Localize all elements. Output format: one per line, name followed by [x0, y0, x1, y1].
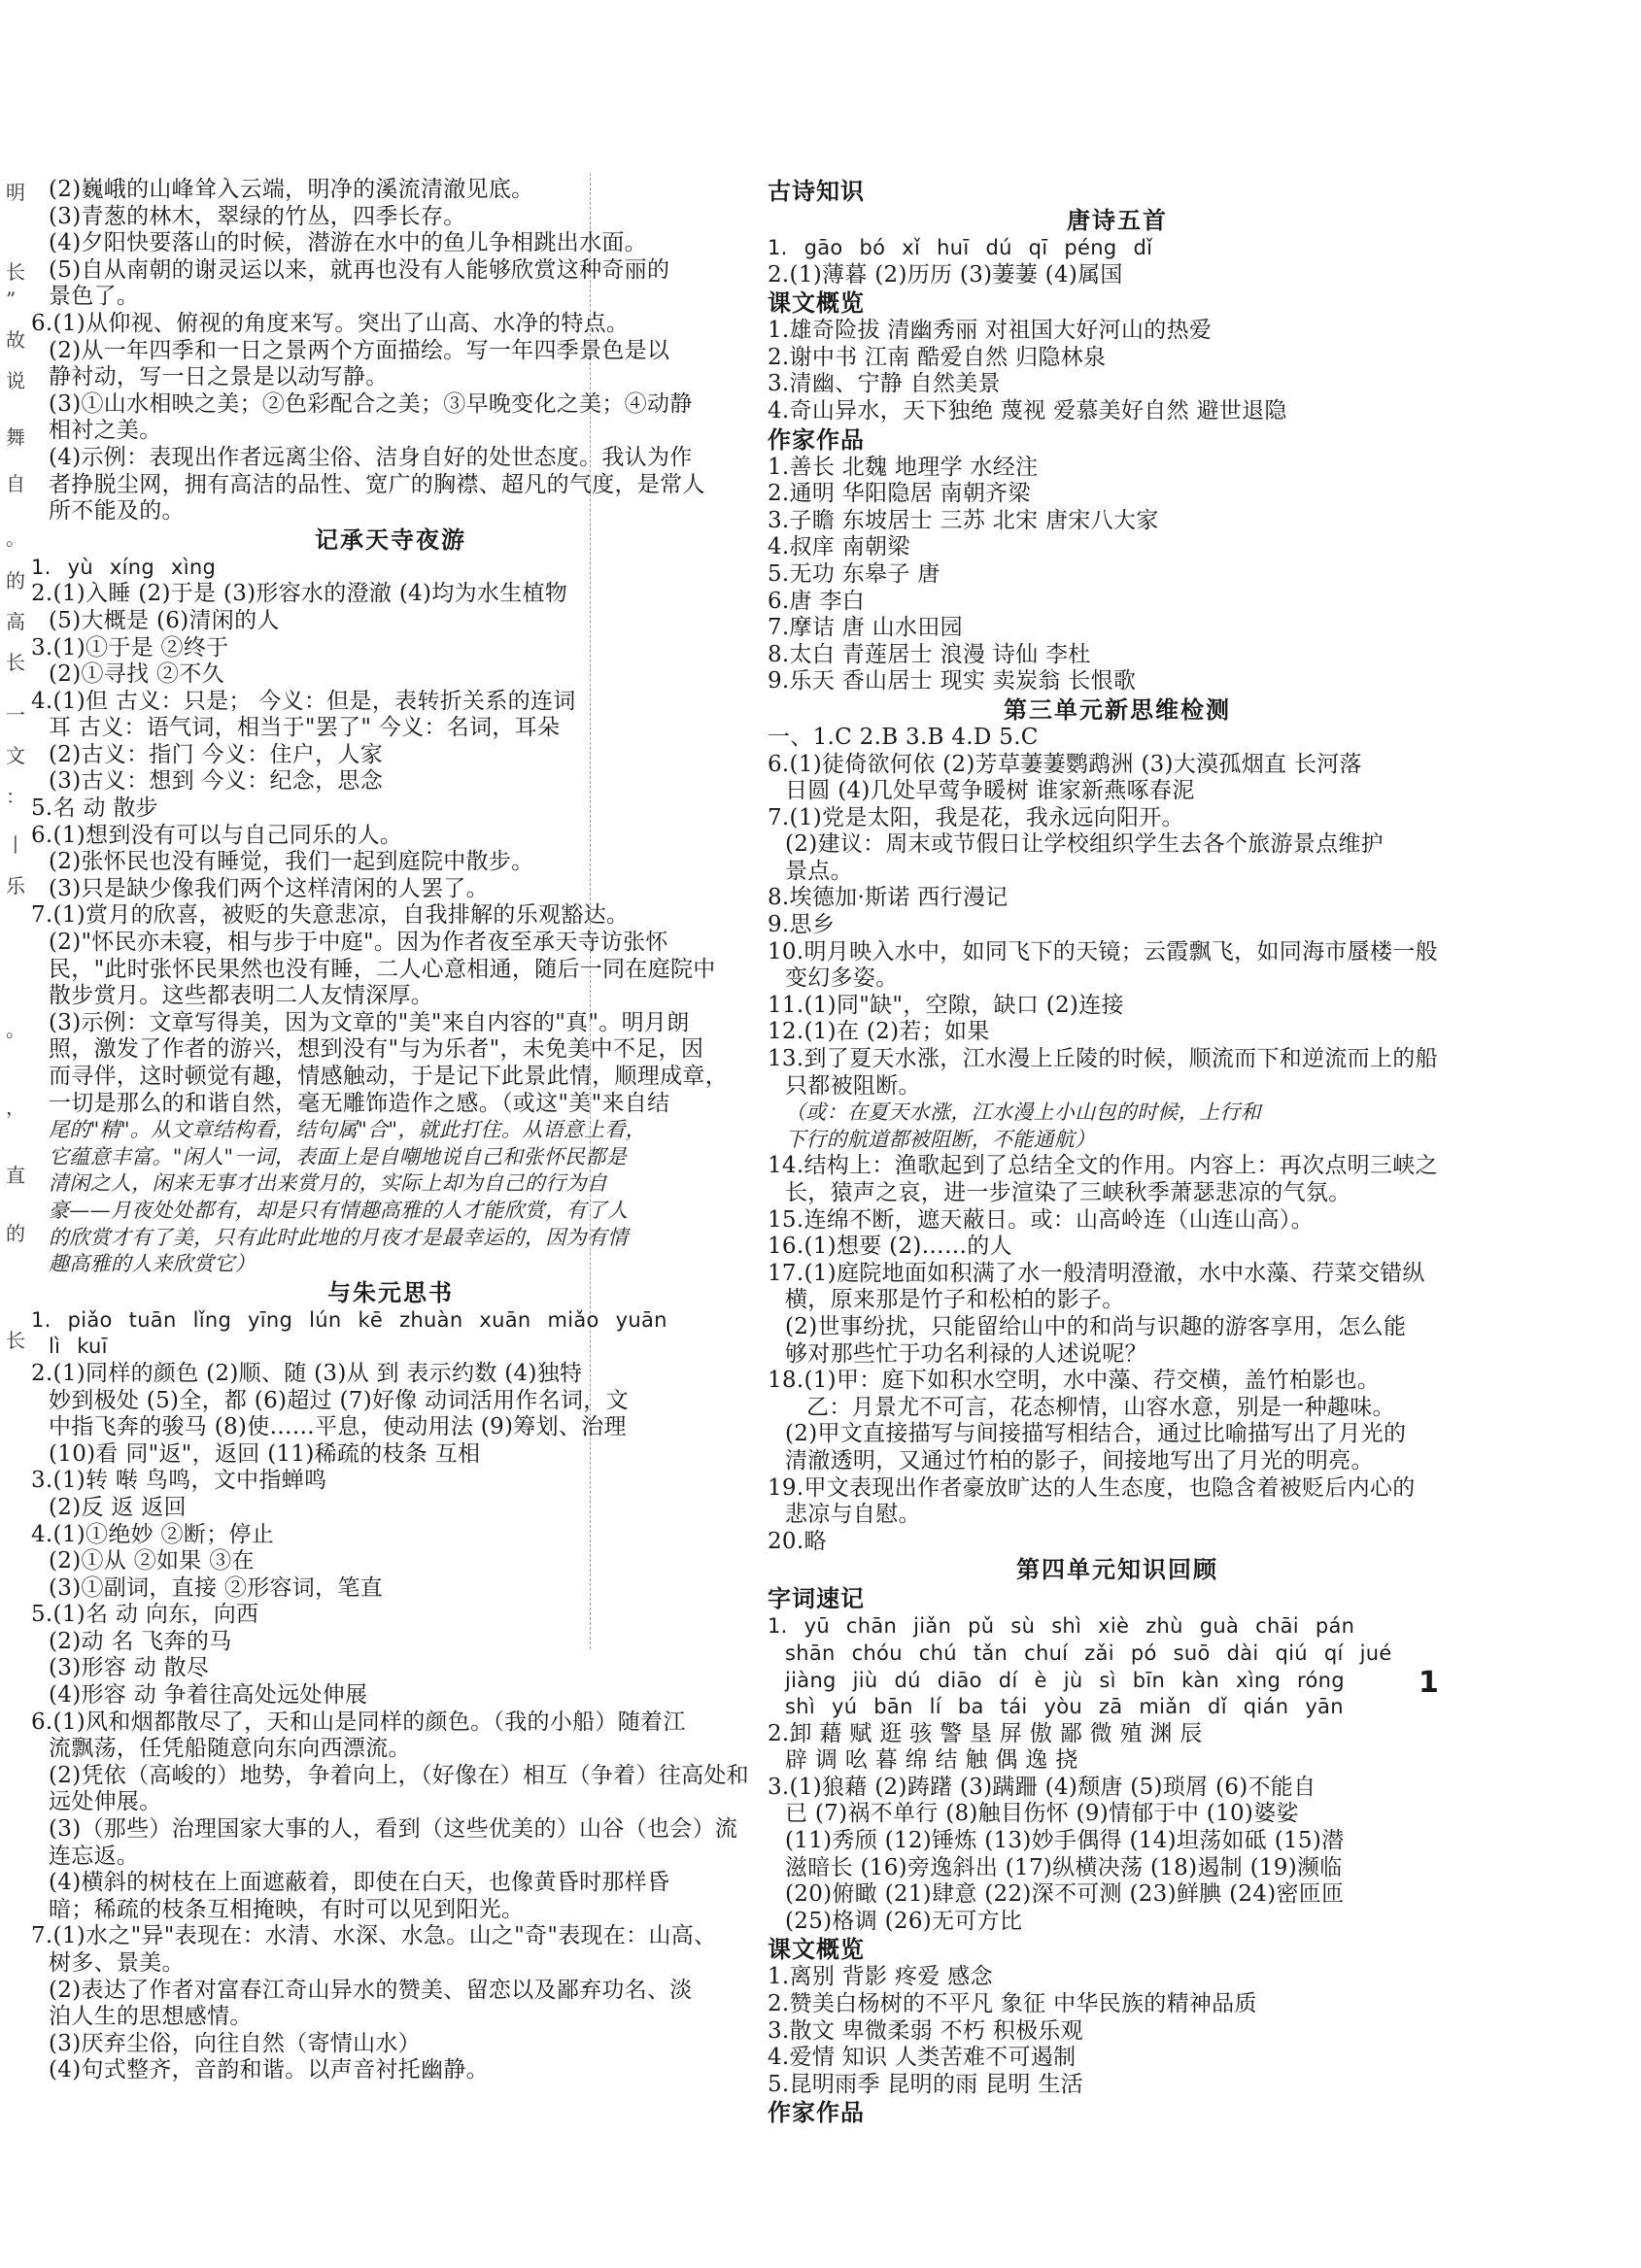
answer-line: (4)句式整齐，音韵和谐。以声音衬托幽静。	[49, 2057, 489, 2083]
section-title: 第四单元知识回顾	[1016, 1556, 1218, 1584]
answer-line: 民，"此时张怀民果然也没有睡，二人心意相通，随后一同在庭院中	[49, 956, 716, 982]
answer-line: (3)①副词，直接 ②形容词，笔直	[49, 1574, 383, 1601]
subsection-title: 课文概览	[768, 1936, 865, 1964]
answer-line: 5.昆明雨季 昆明的雨 昆明 生活	[768, 2071, 1083, 2097]
pinyin-line: 1. piǎo tuān lǐng yīng lún kē zhuàn xuān miǎo yuān	[31, 1307, 667, 1332]
answer-line: 2.赞美白杨树的不平凡 象征 中华民族的精神品质	[768, 1991, 1257, 2017]
answer-line: 一切是那么的和谐自然，毫无雕饰造作之感。（或这"美"来自结	[49, 1090, 670, 1116]
answer-line: 16.(1)想要 (2)……的人	[768, 1234, 1012, 1260]
answer-line: 1.离别 背影 疼爱 感念	[768, 1964, 993, 1990]
answer-line: 辟 调 吆 暮 绵 结 触 偶 逸 挠	[785, 1747, 1078, 1774]
answer-line: 2.(1)同样的颜色 (2)顺、随 (3)从 到 表示约数 (4)独特	[31, 1360, 583, 1386]
answer-line: 中指飞奔的骏马 (8)使……平息，使动用法 (9)筹划、治理	[49, 1414, 627, 1440]
margin-fragment: 一	[6, 703, 25, 727]
answer-line: (2)甲文直接描写与间接描写相结合，通过比喻描写出了月光的	[785, 1421, 1407, 1447]
page-number: 1	[1419, 1666, 1439, 1700]
pinyin-line: 1. yū chān jiǎn pǔ sù shì xiè zhù guà chāi pán	[768, 1614, 1355, 1639]
margin-fragment: 故	[6, 328, 25, 352]
answer-line: (20)俯瞰 (21)肆意 (22)深不可测 (23)鲜腆 (24)密匝匝	[785, 1881, 1345, 1908]
margin-fragment: 。	[6, 526, 25, 550]
answer-line: (3)青葱的林木，翠绿的竹丛，四季长存。	[49, 203, 466, 229]
left-margin-strip	[0, 165, 27, 1680]
answer-line: 横，原来那是竹子和松柏的影子。	[785, 1287, 1125, 1313]
answer-line: 19.甲文表现出作者豪放旷达的人生态度，也隐含着被贬后内心的	[768, 1474, 1416, 1501]
answer-line: 已 (7)祸不单行 (8)触目伤怀 (9)情郁于中 (10)婆娑	[785, 1801, 1299, 1827]
answer-line: 只都被阻断。	[785, 1072, 921, 1099]
handwritten-note: 清闲之人，闲来无事才出来赏月的，实际上却为自己的行为自	[49, 1171, 608, 1196]
answer-line: (10)看 同"返"，返回 (11)稀疏的枝条 互相	[49, 1440, 481, 1467]
answer-line: 乙：月景尤不可言，花态柳情，山容水意，别是一种趣味。	[806, 1394, 1395, 1420]
answer-line: (2)巍峨的山峰耸入云端，明净的溪流清澈见底。	[49, 177, 534, 202]
answer-line: 2.卸 藉 赋 逛 骇 警 垦 屏 傲 鄙 微 殖 渊 辰	[768, 1720, 1203, 1746]
handwritten-note: 它蕴意丰富。"闲人"一词，表面上是自嘲地说自己和张怀民都是	[49, 1144, 628, 1168]
answer-line: 泊人生的思想感情。	[49, 2004, 253, 2030]
margin-fragment: 高	[6, 610, 25, 633]
answer-line: 连忘返。	[49, 1843, 140, 1869]
margin-fragment: ：	[6, 785, 25, 808]
answer-line: (5)自从南朝的谢灵运以来，就再也没有人能够欣赏这种奇丽的	[49, 256, 670, 283]
answer-line: 4.叔庠 南朝梁	[768, 534, 910, 560]
answer-line: 相衬之美。	[49, 418, 162, 444]
answer-line: (5)大概是 (6)清闲的人	[49, 607, 280, 633]
answer-line: 13.到了夏天水涨，江水漫上丘陵的时候，顺流而下和逆流而上的船	[768, 1046, 1438, 1072]
answer-line: 5.(1)名 动 向东，向西	[31, 1602, 259, 1628]
answer-line: 20.略	[768, 1528, 827, 1554]
answer-line: 2.(1)薄暮 (2)历历 (3)萋萋 (4)属国	[768, 261, 1123, 288]
answer-line: 15.连绵不断，遮天蔽日。或：山高岭连（山连山高）。	[768, 1206, 1314, 1233]
answer-line: 6.唐 李白	[768, 588, 866, 614]
answer-line: 暗；稀疏的枝条互相掩映，有时可以见到阳光。	[49, 1896, 525, 1922]
pinyin-line: shì yú bān lí ba tái yòu zā miǎn dǐ qián yān	[785, 1695, 1344, 1719]
answer-line: 悲凉与自慰。	[785, 1502, 921, 1528]
answer-line: 4.(1)①绝妙 ②断；停止	[31, 1521, 275, 1547]
answer-line: 7.(1)党是太阳，我是花，我永远向阳开。	[768, 804, 1184, 830]
answer-line: 18.(1)甲：庭下如积水空明，水中藻、荇交横，盖竹柏影也。	[768, 1368, 1381, 1394]
answer-line: 2.谢中书 江南 酷爱自然 归隐林泉	[768, 344, 1107, 370]
answer-line: (2)世事纷扰，只能留给山中的和尚与识趣的游客享用，怎么能	[785, 1313, 1407, 1339]
answer-line: (2)动 名 飞奔的马	[49, 1628, 232, 1654]
handwritten-note: 豪——月夜处处都有，却是只有情趣高雅的人才能欣赏，有了人	[49, 1198, 629, 1222]
answer-line: (2)张怀民也没有睡觉，我们一起到庭院中散步。	[49, 849, 534, 875]
answer-line: 7.(1)水之"异"表现在：水清、水深、水急。山之"奇"表现在：山高、	[31, 1923, 717, 1949]
answer-line: 景色了。	[49, 284, 140, 310]
answer-line: 一、1.C 2.B 3.B 4.D 5.C	[768, 724, 1039, 750]
answer-line: (3)（那些）治理国家大事的人，看到（这些优美的）山谷（也会）流	[49, 1816, 738, 1843]
answer-line: 滋暗长 (16)旁逸斜出 (17)纵横决荡 (18)遏制 (19)濒临	[785, 1854, 1343, 1880]
answer-line: (3)形容 动 散尽	[49, 1655, 210, 1681]
answer-line: 3.散文 卑微柔弱 不朽 积极乐观	[768, 2017, 1083, 2044]
left-column	[31, 177, 750, 2084]
answer-line: 静衬动，写一日之景是以动写静。	[49, 364, 389, 390]
margin-fragment: 乐	[6, 874, 25, 897]
answer-line: (4)横斜的树枝在上面遮蔽着，即使在白天，也像黄昏时那样昏	[49, 1870, 670, 1896]
margin-fragment: 长	[6, 260, 25, 284]
margin-fragment: 自	[6, 472, 25, 495]
answer-line: 所不能及的。	[49, 498, 185, 525]
margin-fragment: 直	[6, 1164, 25, 1187]
subsection-title: 作家作品	[768, 425, 865, 454]
answer-line: 流飘荡，任凭船随意向东向西漂流。	[49, 1736, 411, 1762]
handwritten-note: 下行的航道都被阻断，不能通航）	[785, 1127, 1096, 1151]
answer-line: 9.乐天 香山居士 现实 卖炭翁 长恨歌	[768, 668, 1137, 694]
answer-line: 9.思乡	[768, 912, 836, 938]
margin-fragment: 文	[6, 744, 25, 767]
answer-line: (11)秀颀 (12)锤炼 (13)妙手偶得 (14)坦荡如砥 (15)潜	[785, 1828, 1345, 1854]
answer-line: (3)只是缺少像我们两个这样清闲的人罢了。	[49, 875, 489, 901]
subsection-title: 课文概览	[768, 289, 865, 318]
handwritten-note: 的欣赏才有了美，只有此时此地的月夜才是最幸运的，因为有情	[49, 1225, 629, 1249]
answer-line: (2)①寻找 ②不久	[49, 661, 224, 688]
answer-line: (2)古义：指门 今义：住户，人家	[49, 741, 383, 767]
answer-line: 耳 古义：语气词，相当于"罢了" 今义：名词，耳朵	[49, 715, 561, 741]
answer-line: (2)①从 ②如果 ③在	[49, 1548, 255, 1574]
handwritten-note: （或：在夏天水涨，江水漫上小山包的时候，上行和	[785, 1100, 1261, 1125]
answer-line: 3.(1)狼藉 (2)踌躇 (3)蹒跚 (4)颓唐 (5)琐屑 (6)不能自	[768, 1774, 1316, 1800]
margin-fragment: 的	[6, 569, 25, 592]
answer-line: 景点。	[785, 858, 853, 884]
answer-line: 清澈透明，又通过竹柏的影子，间接地写出了月光的明亮。	[785, 1447, 1374, 1473]
answer-line: 3.(1)①于是 ②终于	[31, 634, 229, 660]
answer-line: 6.(1)徒倚欲何依 (2)芳草萋萋鹦鹉洲 (3)大漠孤烟直 长河落	[768, 751, 1362, 777]
margin-fragment: 长	[6, 1329, 25, 1352]
answer-line: 够对那些忙于功名利禄的人述说呢？	[785, 1340, 1147, 1367]
answer-line: (2)表达了作者对富春江奇山异水的赞美、留恋以及鄙弃功名、淡	[49, 1977, 693, 2003]
margin-fragment: ”	[6, 288, 17, 311]
answer-line: 6.(1)从仰视、俯视的角度来写。突出了山高、水净的特点。	[31, 310, 630, 336]
pinyin-line: 1. gāo bó xǐ huī dú qī péng dǐ	[768, 236, 1153, 259]
answer-line: 10.明月映入水中，如同飞下的天镜；云霞飘飞，如同海市蜃楼一般	[768, 938, 1438, 965]
answer-line: (25)格调 (26)无可方比	[785, 1908, 1023, 1934]
answer-line: (3)古义：想到 今义：纪念，思念	[49, 768, 383, 795]
handwritten-note: 尾的"精"。从文章结构看，结句属"合"，就此打住。从语意上看，	[49, 1118, 646, 1142]
subsection-title: 古诗知识	[768, 178, 865, 205]
answer-line: 11.(1)同"缺"，空隙，缺口 (2)连接	[768, 992, 1124, 1018]
subsection-title: 字词速记	[768, 1585, 865, 1613]
answer-line: (2)从一年四季和一日之景两个方面描绘。写一年四季景色是以	[49, 337, 670, 363]
answer-line: 者挣脱尘网，拥有高洁的品性、宽广的胸襟、超凡的气度，是常人	[49, 471, 705, 497]
answer-line: (2)反 返 返回	[49, 1494, 187, 1520]
answer-line: 6.(1)风和烟都散尽了，天和山是同样的颜色。（我的小船）随着江	[31, 1709, 686, 1735]
answer-line: 日圆 (4)几处早莺争暖树 谁家新燕啄春泥	[785, 778, 1195, 804]
answer-line: 8.太白 青莲居士 浪漫 诗仙 李杜	[768, 641, 1091, 667]
pinyin-line: 1. yù xíng xìng	[31, 555, 217, 579]
handwritten-note: 趣高雅的人来欣赏它）	[49, 1252, 256, 1276]
margin-fragment: 舞	[6, 425, 25, 449]
margin-fragment: 的	[6, 1222, 25, 1245]
pinyin-line: lì kuī	[49, 1335, 108, 1359]
answer-line: 3.(1)转 啭 鸟鸣，文中指蝉鸣	[31, 1468, 327, 1494]
section-title: 与朱元思书	[327, 1278, 454, 1306]
answer-line: 3.清幽、宁静 自然美景	[768, 371, 1001, 397]
margin-fragment: 。	[6, 1018, 25, 1041]
answer-line: (3)①山水相映之美；②色彩配合之美；③早晚变化之美；④动静	[49, 390, 693, 417]
answer-line: 4.(1)但 古义：只是； 今义：但是，表转折关系的连词	[31, 688, 576, 714]
answer-line: 12.(1)在 (2)若；如果	[768, 1019, 990, 1045]
section-title: 第三单元新思维检测	[1004, 695, 1231, 724]
answer-line: 1.雄奇险拔 清幽秀丽 对祖国大好河山的热爱	[768, 318, 1213, 344]
answer-line: 变幻多姿。	[785, 965, 899, 992]
answer-line: 2.(1)入睡 (2)于是 (3)形容水的澄澈 (4)均为水生植物	[31, 581, 568, 607]
answer-line: 4.奇山异水，天下独绝 蔑视 爱慕美好自然 避世退隐	[768, 397, 1287, 423]
section-title: 唐诗五首	[1067, 207, 1168, 234]
answer-line: (2)凭依（高峻的）地势，争着向上，（好像在）相互（争着）往高处和	[49, 1762, 749, 1788]
pinyin-line: jiàng jiù dú diāo dí è jù sì bīn kàn xìng róng	[785, 1668, 1345, 1692]
answer-line: 7.摩诘 唐 山水田园	[768, 615, 963, 641]
answer-line: 妙到极处 (5)全，都 (6)超过 (7)好像 动词活用作名词，文	[49, 1387, 629, 1413]
answer-line: 而寻伴，这时顿觉有趣，情感触动，于是记下此景此情，顺理成章，	[49, 1064, 728, 1089]
answer-line: (3)厌弃尘俗，向往自然（寄情山水）	[49, 2030, 421, 2056]
answer-line: 3.子瞻 东坡居士 三苏 北宋 唐宋八大家	[768, 507, 1159, 533]
answer-line: 14.结构上：渔歌起到了总结全文的作用。内容上：再次点明三峡之	[768, 1153, 1438, 1179]
answer-line: 1.善长 北魏 地理学 水经注	[768, 454, 1039, 480]
margin-fragment: ，	[6, 1096, 25, 1119]
section-title: 记承天寺夜游	[315, 525, 466, 554]
margin-fragment: 说	[6, 369, 25, 392]
answer-line: (4)示例：表现出作者远离尘俗、洁身自好的处世态度。我认为作	[49, 444, 693, 470]
right-column	[768, 177, 1467, 2127]
answer-line: 8.埃德加·斯诺 西行漫记	[768, 885, 1009, 911]
answer-line: (3)示例：文章写得美，因为文章的"美"来自内容的"真"。明月朗	[49, 1009, 690, 1035]
answer-line: (2)建议：周末或节假日让学校组织学生去各个旅游景点维护	[785, 831, 1384, 858]
answer-line: 树多、景美。	[49, 1950, 185, 1976]
answer-line: 7.(1)赏月的欣喜，被贬的失意悲凉，自我排解的乐观豁达。	[31, 902, 630, 929]
answer-line: 照，激发了作者的游兴，想到没有"与为乐者"，未免美中不足，因	[49, 1036, 704, 1063]
answer-line: 5.无功 东皋子 唐	[768, 560, 940, 587]
answer-line: 远处伸展。	[49, 1789, 162, 1815]
pinyin-line: shān chóu chú tǎn chuí zǎi pó suō dài qiú qí jué	[785, 1641, 1392, 1665]
answer-line: 2.通明 华阳隐居 南朝齐梁	[768, 481, 1031, 507]
margin-fragment: 丨	[6, 833, 25, 857]
answer-line: 17.(1)庭院地面如积满了水一般清明澄澈，水中水藻、荇菜交错纵	[768, 1260, 1425, 1286]
answer-line: (4)夕阳快要落山的时候，潜游在水中的鱼儿争相跳出水面。	[49, 230, 647, 256]
answer-line: (2)"怀民亦未寝，相与步于中庭"。因为作者夜至承天寺访张怀	[49, 930, 668, 956]
subsection-title: 作家作品	[768, 2099, 865, 2127]
answer-line: 4.爱情 知识 人类苦难不可遏制	[768, 2045, 1077, 2071]
margin-fragment: 明	[6, 181, 25, 204]
margin-fragment: 长	[6, 651, 25, 674]
answer-line: (4)形容 动 争着往高处远处伸展	[49, 1682, 368, 1709]
answer-line: 6.(1)想到没有可以与自己同乐的人。	[31, 822, 403, 848]
answer-line: 长，猿声之哀，进一步渲染了三峡秋季萧瑟悲凉的气氛。	[785, 1180, 1351, 1205]
answer-line: 散步赏月。这些都表明二人友情深厚。	[49, 983, 434, 1009]
answer-line: 5.名 动 散步	[31, 795, 158, 822]
